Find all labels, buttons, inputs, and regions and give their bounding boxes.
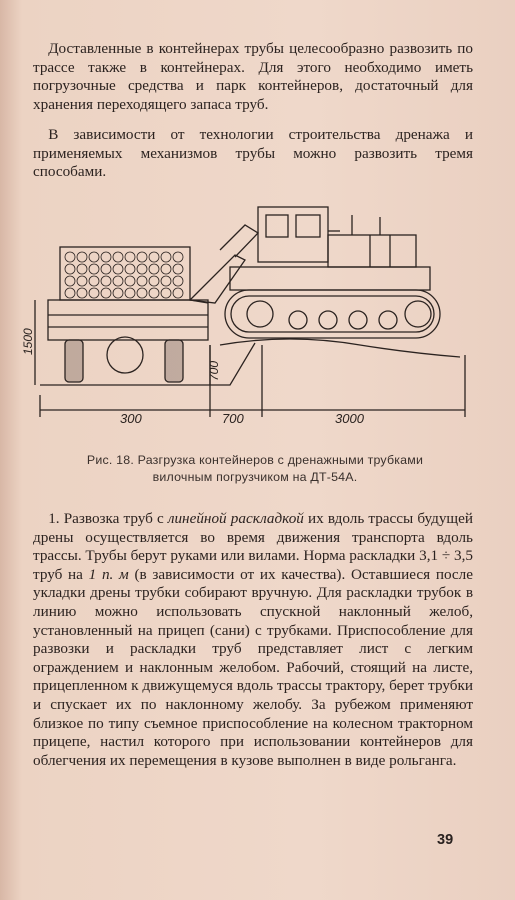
paragraph-3-unit: 1 п. м <box>88 565 129 583</box>
dimension-700-horizontal: 700 <box>222 411 244 426</box>
dimension-3000: 3000 <box>335 411 364 426</box>
paragraph-2-text: В зависимости от технологии строительства дренажа и применяемых механизмов трубы можно развозить тремя способами. <box>33 126 473 181</box>
figure-caption <box>30 452 480 486</box>
dimension-300: 300 <box>120 411 142 426</box>
figure-18 <box>21 195 480 443</box>
paragraph-3-text-c: (в зависимости от их качества). Оставшиеся после укладки дрены трубки собирают вручную. Для раскладки трубок в линию можно использовать спускной наклонный желоб, установленный на прицеп (сани) с трубками. Приспособление для развозки и раскладки труб представляет лист с легким ограждением и наклонным желобом. Рабочий, стоящий на листе, прицепленном к движущемуся вдоль трассы трактору, берет трубки и спускает их по наклонному желобу. За рубежом применяют близкое по типу съемное приспособление на колесном тракторном прицепе, настил которого при использовании контейнеров для облегчения их перемещения в кузове выполнен в виде рольганга. <box>33 565 473 769</box>
page-number: 39 <box>437 832 454 848</box>
paragraph-3-text-a: 1. Развозка труб с <box>48 510 168 527</box>
caption-line-2: вилочным погрузчиком на ДТ-54А. <box>152 470 358 484</box>
paragraph-1 <box>33 40 473 114</box>
dimension-1500-vertical: 1500 <box>21 328 35 355</box>
paragraph-1-text: Доставленные в контейнерах трубы целесообразно развозить по трассе также в контейнерах. Для этого необходимо иметь погрузочные средства и парк контейнеров, достаточный для хранения переходящего запаса труб. <box>33 40 473 113</box>
caption-line-1: Рис. 18. Разгрузка контейнеров с дренажными трубками <box>86 453 424 467</box>
paragraph-3-emphasis: линейной раскладкой <box>167 510 304 527</box>
paragraph-2 <box>33 126 473 182</box>
paragraph-3-text-b: их вдоль трассы будущей дрены осуществляется во время движения транспорта вдоль трассы. Трубы берут руками или вилами. Норма раскладки 3,1 ÷ 3,5 труб на <box>33 510 474 583</box>
tractor-loader-drawing <box>21 195 480 443</box>
dimension-700-vertical: 700 <box>207 360 221 381</box>
paragraph-3 <box>33 510 473 770</box>
